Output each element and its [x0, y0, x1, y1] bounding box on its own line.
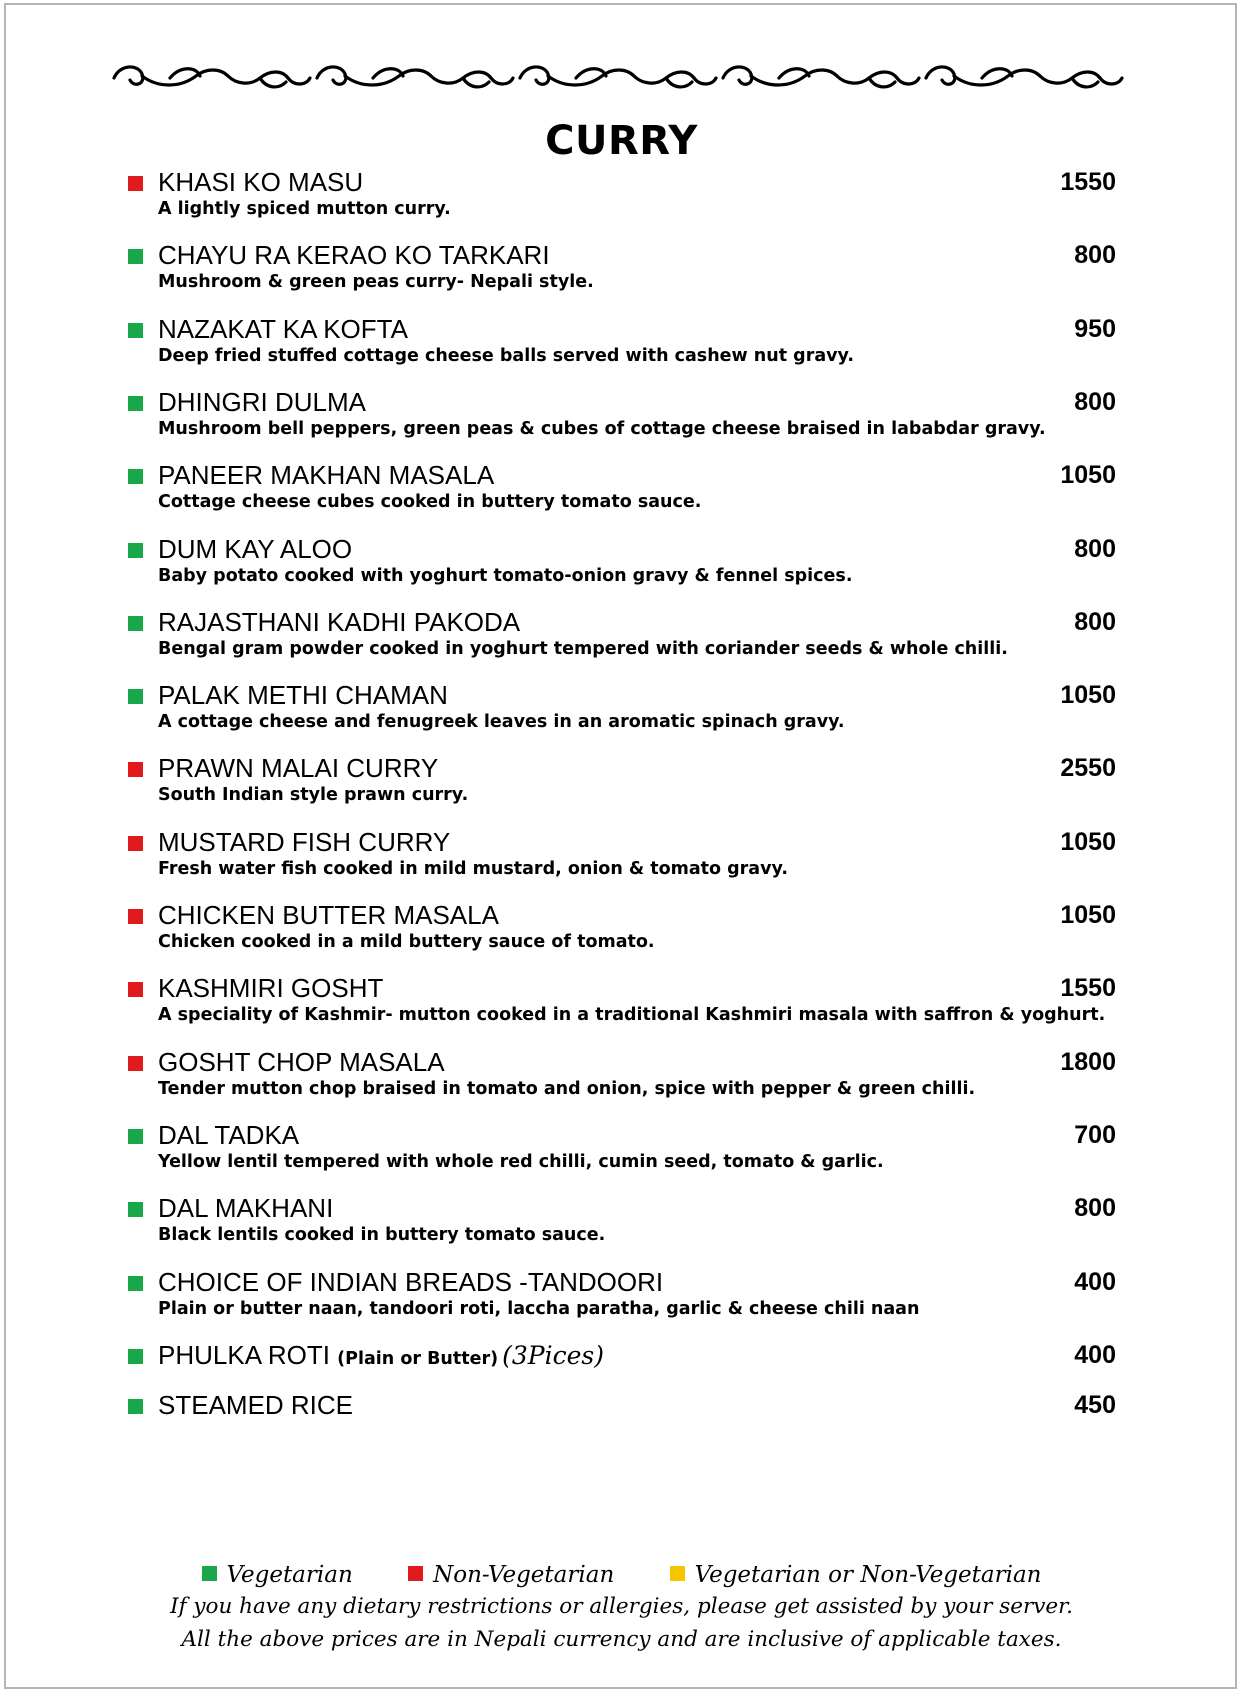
item-price: 1050	[1060, 461, 1116, 489]
item-name-text: DAL TADKA	[158, 1120, 300, 1150]
item-description: A cottage cheese and fenugreek leaves in an aromatic spinach gravy.	[158, 712, 845, 732]
item-name	[158, 1046, 445, 1078]
item-price: 1050	[1060, 828, 1116, 856]
item-name-note: (3Pices)	[502, 1341, 604, 1370]
item-description: Black lentils cooked in buttery tomato sauce.	[158, 1225, 606, 1245]
item-name	[158, 826, 450, 858]
page-title: CURRY	[545, 118, 698, 164]
item-description: Tender mutton chop braised in tomato and onion, spice with pepper & green chilli.	[158, 1079, 976, 1099]
menu-item	[0, 605, 1243, 665]
menu-list	[0, 165, 1243, 1545]
veg-square-icon	[128, 1129, 143, 1144]
menu-item	[0, 1265, 1243, 1325]
item-price: 1550	[1060, 168, 1116, 196]
item-name-text: CHOICE OF INDIAN BREADS -TANDOORI	[158, 1267, 664, 1297]
item-name	[158, 1389, 353, 1421]
menu-item	[0, 1118, 1243, 1178]
veg-square-icon	[128, 323, 143, 338]
item-description: Deep fried stuffed cottage cheese balls served with cashew nut gravy.	[158, 346, 855, 366]
item-description: Baby potato cooked with yoghurt tomato-onion gravy & fennel spices.	[158, 566, 853, 586]
item-description: Yellow lentil tempered with whole red chilli, cumin seed, tomato & garlic.	[158, 1152, 884, 1172]
item-name	[158, 972, 383, 1004]
item-price: 800	[1074, 535, 1116, 563]
currency-note: All the above prices are in Nepali currency and are inclusive of applicable taxes.	[181, 1627, 1062, 1652]
menu-item	[0, 971, 1243, 1031]
item-description: A lightly spiced mutton curry.	[158, 199, 451, 219]
legend-nonveg	[408, 1560, 614, 1590]
item-description: Fresh water fish cooked in mild mustard, onion & tomato gravy.	[158, 859, 788, 879]
item-description: A speciality of Kashmir- mutton cooked in a traditional Kashmiri masala with saffron & yoghurt.	[158, 1005, 1106, 1025]
menu-item	[0, 678, 1243, 738]
item-price: 950	[1074, 315, 1116, 343]
nonveg-square-icon	[128, 836, 143, 851]
veg-square-icon	[202, 1566, 217, 1581]
nonveg-square-icon	[128, 176, 143, 191]
item-name	[158, 459, 494, 491]
menu-item	[0, 1045, 1243, 1105]
item-price: 800	[1074, 388, 1116, 416]
nonveg-square-icon	[128, 982, 143, 997]
item-price: 800	[1074, 241, 1116, 269]
item-description: Mushroom & green peas curry- Nepali style.	[158, 272, 594, 292]
item-price: 1800	[1060, 1048, 1116, 1076]
item-price: 400	[1074, 1341, 1116, 1369]
item-name	[158, 679, 448, 711]
item-description: South Indian style prawn curry.	[158, 785, 469, 805]
ornament-divider	[110, 58, 1130, 98]
item-description: Mushroom bell peppers, green peas & cubes of cottage cheese braised in lababdar gravy.	[158, 419, 1046, 439]
item-description: Bengal gram powder cooked in yoghurt tempered with coriander seeds & whole chilli.	[158, 639, 1008, 659]
item-name-text: RAJASTHANI KADHI PAKODA	[158, 607, 521, 637]
either-square-icon	[670, 1566, 685, 1581]
veg-square-icon	[128, 396, 143, 411]
menu-item	[0, 385, 1243, 445]
veg-square-icon	[128, 616, 143, 631]
legend-either	[670, 1560, 1042, 1590]
item-name-text: GOSHT CHOP MASALA	[158, 1047, 445, 1077]
item-name	[158, 239, 550, 271]
item-name	[158, 899, 499, 931]
item-name-text: PRAWN MALAI CURRY	[158, 753, 439, 783]
item-name-text: DHINGRI DULMA	[158, 387, 367, 417]
legend-veg	[202, 1560, 353, 1590]
item-name-text: MUSTARD FISH CURRY	[158, 827, 451, 857]
menu-item	[0, 825, 1243, 885]
legend-either-label: Vegetarian or Non-Vegetarian	[694, 1562, 1042, 1588]
menu-item	[0, 165, 1243, 225]
legend	[0, 1560, 1243, 1590]
item-price: 400	[1074, 1268, 1116, 1296]
menu-item	[0, 238, 1243, 298]
allergy-note: If you have any dietary restrictions or allergies, please get assisted by your server.	[170, 1594, 1073, 1619]
menu-item	[0, 458, 1243, 518]
veg-square-icon	[128, 1349, 143, 1364]
veg-square-icon	[128, 469, 143, 484]
nonveg-square-icon	[408, 1566, 423, 1581]
item-name-text: PALAK METHI CHAMAN	[158, 680, 448, 710]
veg-square-icon	[128, 1399, 143, 1414]
item-description: Chicken cooked in a mild buttery sauce of tomato.	[158, 932, 655, 952]
item-price: 2550	[1060, 754, 1116, 782]
item-name-text: DAL MAKHANI	[158, 1193, 334, 1223]
item-price: 700	[1074, 1121, 1116, 1149]
item-name-text: CHAYU RA KERAO KO TARKARI	[158, 240, 550, 270]
item-name	[158, 1339, 604, 1375]
item-price: 800	[1074, 608, 1116, 636]
item-name-text: KHASI KO MASU	[158, 167, 364, 197]
item-name-text: PANEER MAKHAN MASALA	[158, 460, 495, 490]
item-name	[158, 1266, 663, 1298]
item-name	[158, 166, 363, 198]
veg-square-icon	[128, 1202, 143, 1217]
item-price: 1550	[1060, 974, 1116, 1002]
item-price: 1050	[1060, 681, 1116, 709]
item-name	[158, 313, 408, 345]
item-name-text: NAZAKAT KA KOFTA	[158, 314, 408, 344]
menu-item	[0, 1191, 1243, 1251]
item-price: 1050	[1060, 901, 1116, 929]
veg-square-icon	[128, 543, 143, 558]
item-name	[158, 606, 520, 638]
item-name-text: CHICKEN BUTTER MASALA	[158, 900, 499, 930]
item-name-sub: (Plain or Butter)	[337, 1349, 499, 1369]
item-name-text: DUM KAY ALOO	[158, 534, 353, 564]
veg-square-icon	[128, 249, 143, 264]
menu-item	[0, 532, 1243, 592]
item-name	[158, 1119, 299, 1151]
item-name-text: STEAMED RICE	[158, 1390, 354, 1420]
legend-nonveg-label: Non-Vegetarian	[433, 1562, 615, 1588]
item-description: Cottage cheese cubes cooked in buttery tomato sauce.	[158, 492, 702, 512]
item-description: Plain or butter naan, tandoori roti, laccha paratha, garlic & cheese chili naan	[158, 1299, 920, 1319]
menu-item	[0, 751, 1243, 811]
item-name-text: PHULKA ROTI	[158, 1340, 330, 1370]
legend-veg-label: Vegetarian	[226, 1562, 353, 1588]
menu-item	[0, 1388, 1243, 1448]
item-name	[158, 752, 438, 784]
item-name	[158, 386, 366, 418]
nonveg-square-icon	[128, 909, 143, 924]
menu-item	[0, 898, 1243, 958]
nonveg-square-icon	[128, 1056, 143, 1071]
veg-square-icon	[128, 689, 143, 704]
item-price: 450	[1074, 1391, 1116, 1419]
menu-item	[0, 312, 1243, 372]
item-name	[158, 1192, 333, 1224]
item-name	[158, 533, 352, 565]
item-price: 800	[1074, 1194, 1116, 1222]
nonveg-square-icon	[128, 762, 143, 777]
veg-square-icon	[128, 1276, 143, 1291]
item-name-text: KASHMIRI GOSHT	[158, 973, 384, 1003]
